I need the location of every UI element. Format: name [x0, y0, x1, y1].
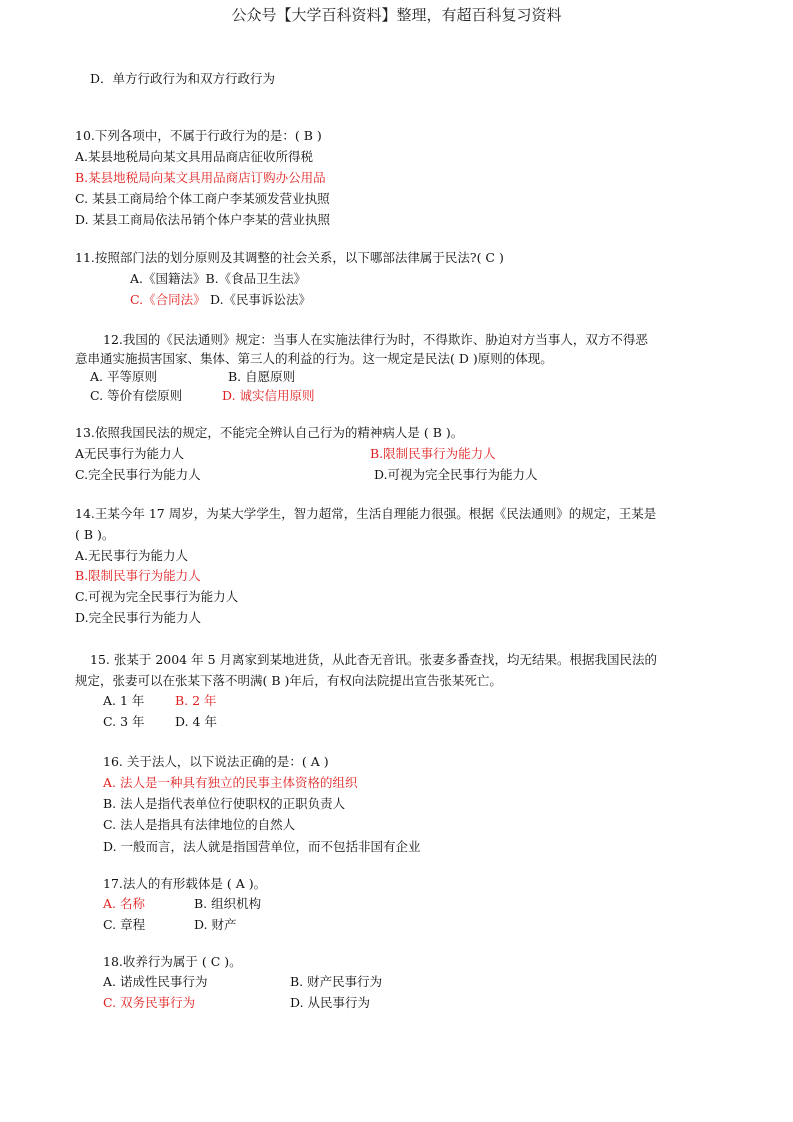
q10-option-b-answer: B.某县地税局向某文具用品商店订购办公用品 [75, 170, 326, 185]
q16-stem: 16. 关于法人，以下说法正确的是：( A ) [103, 754, 329, 769]
q18-option-a: A. 诺成性民事行为 [103, 974, 208, 989]
q15-option-b-answer: B. 2 年 [175, 693, 217, 708]
q11-option-c-answer: C.《合同法》 [130, 292, 206, 307]
q12-stem-line2: 意串通实施损害国家、集体、第三人的利益的行为。这一规定是民法( D )原则的体现。 [75, 351, 553, 366]
q15-option-c: C. 3 年 [103, 714, 145, 729]
q14-stem-line2: ( B )。 [75, 527, 115, 542]
q16-option-a-answer: A. 法人是一种具有独立的民事主体资格的组织 [103, 775, 358, 790]
q15-stem-line2: 规定，张妻可以在张某下落不明满( B )年后，有权向法院提出宣告张某死亡。 [75, 673, 502, 688]
q11-options-ab: A.《国籍法》B.《食品卫生法》 [130, 271, 307, 286]
q13-option-b-answer: B.限制民事行为能力人 [370, 446, 496, 461]
q11-option-d: D.《民事诉讼法》 [210, 292, 312, 307]
q17-stem: 17.法人的有形载体是 ( A )。 [103, 876, 267, 891]
page-header: 公众号【大学百科资料】整理，有超百科复习资料 [231, 6, 562, 24]
q18-option-b: B. 财产民事行为 [290, 974, 383, 989]
q17-option-c: C. 章程 [103, 917, 146, 932]
q12-option-c: C. 等价有偿原则 [90, 388, 183, 403]
q14-option-c: C.可视为完全民事行为能力人 [75, 589, 239, 604]
q10-stem: 10.下列各项中，不属于行政行为的是：( B ) [75, 128, 322, 143]
q16-option-d: D. 一般而言，法人就是指国营单位，而不包括非国有企业 [103, 839, 421, 854]
q12-option-b: B. 自愿原则 [228, 369, 296, 384]
q18-stem: 18.收养行为属于 ( C )。 [103, 954, 242, 969]
q14-option-d: D.完全民事行为能力人 [75, 610, 202, 625]
q13-option-a: A无民事行为能力人 [75, 446, 185, 461]
q13-stem: 13.依照我国民法的规定，不能完全辨认自己行为的精神病人是 ( B )。 [75, 425, 464, 440]
q15-option-d: D. 4 年 [175, 714, 217, 729]
q15-stem-line1: 15. 张某于 2004 年 5 月离家到某地进货，从此杳无音讯。张妻多番查找，均无结果。根据我国民法的 [90, 652, 658, 667]
q18-option-c-answer: C. 双务民事行为 [103, 995, 196, 1010]
q18-option-d: D. 从民事行为 [290, 995, 371, 1010]
q10-option-a: A.某县地税局向某文具用品商店征收所得税 [75, 149, 314, 164]
q12-option-a: A. 平等原则 [90, 369, 157, 384]
q10-option-d: D. 某县工商局依法吊销个体户李某的营业执照 [75, 212, 331, 227]
q14-stem-line1: 14.王某今年 17 周岁，为某大学学生，智力超常，生活自理能力很强。根据《民法通则》的规定，王某是 [75, 506, 657, 521]
q16-option-c: C. 法人是指具有法律地位的自然人 [103, 817, 296, 832]
q17-option-a-answer: A. 名称 [103, 896, 145, 911]
q13-option-d: D.可视为完全民事行为能力人 [374, 467, 538, 482]
q12-stem-line1: 12.我国的《民法通则》规定：当事人在实施法律行为时，不得欺诈、胁迫对方当事人，双方不得恶 [103, 332, 648, 347]
q13-option-c: C.完全民事行为能力人 [75, 467, 201, 482]
q9-option-d: D．单方行政行为和双方行政行为 [90, 71, 276, 86]
q14-option-b-answer: B.限制民事行为能力人 [75, 568, 201, 583]
q17-option-b: B. 组织机构 [194, 896, 262, 911]
q17-option-d: D. 财产 [194, 917, 237, 932]
q16-option-b: B. 法人是指代表单位行使职权的正职负责人 [103, 796, 346, 811]
q14-option-a: A.无民事行为能力人 [75, 548, 189, 563]
q12-option-d-answer: D. 诚实信用原则 [222, 388, 315, 403]
q11-stem: 11.按照部门法的划分原则及其调整的社会关系，以下哪部法律属于民法?( C ) [75, 250, 504, 265]
q10-option-c: C. 某县工商局给个体工商户李某颁发营业执照 [75, 191, 330, 206]
q15-option-a: A. 1 年 [103, 693, 145, 708]
